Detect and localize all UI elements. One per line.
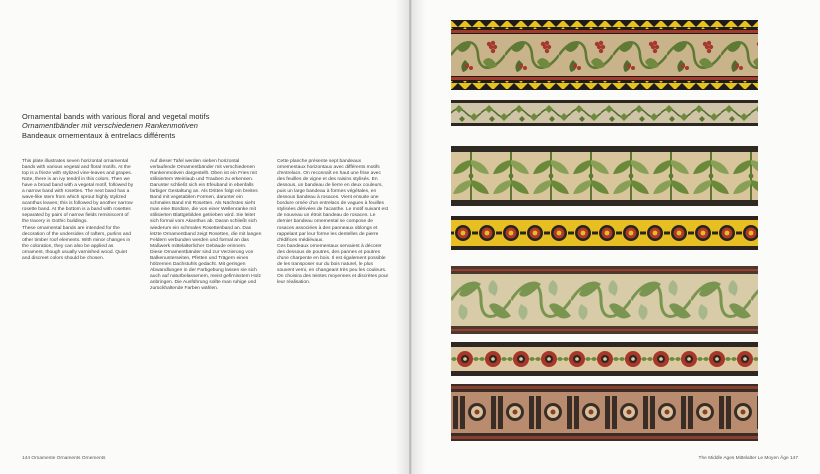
title-german: Ornamentbänder mit verschiedenen Rankenmotiven: [22, 121, 198, 131]
left-page: [0, 0, 409, 474]
title-french: Bandeaux ornementaux à entrelacs différents: [22, 130, 176, 140]
column-french: [277, 159, 389, 286]
title-english: Ornamental bands with various floral and vegetal motifs: [22, 112, 210, 121]
ivy-band: [451, 100, 758, 126]
paragraph-english: This plate illustrates seven horizontal ornamental bands with various vegetal and floral motifs. At the top is a frieze with stylized vine-leaves and grapes. Note, there is an ivy tendril in this colors. Then we have a broad band with a vegetal motif, followed by a narrow band with rosettes. The next band has a wave-like stem from which sprout highly stylized acanthus leaves; this is followed by another narrow rosette band. At the bottom is a band with rosettes separated by pairs of narrow fields reminiscent of the tracery in Gothic buildings. These ornamental bands are intended for the decoration of the undersides of rafters, purlins and other timber roof elements. With minor changes in the coloration, they can also be applied as ornament, though usually varnished wood. Quiet and discreet colors should be chosen.: [22, 159, 134, 261]
rosette-band-yellow: [451, 216, 758, 250]
folio-left: 144 Ornamente Ornaments Ornements: [22, 456, 106, 461]
vine-leaf-grape-frieze: [451, 20, 758, 90]
paragraph-french: Cette planche présente sept bandeaux ornementaux horizontaux avec différents motifs d'entrelacs. On reconnaît en haut une frise avec des feuilles de vigne et des raisins stylisés. En dessous, un bandeau de lierre en deux couleurs, puis un large bandeau à formes végétales, en dessous bandeau à rosaces. Vient ensuite une bordure ornée d'un entrelacs de vagues à feuilles stylisées dérivées de l'acanthe. Le motif suivant est de nouveau un étroit bandeau de rosaces. Le dernier bandeau ornemental se compose de rosaces associées à des panneaux oblongs et rappelant par leur forme les dentelles de pierre d'édifices médiévaux. Ces bandeaux ornementaux servaient à décorer des dessous de poutres, des pannes et poutres d'une charpente en bois. Il est également possible de les transposer sur du bois naturel, le plus souvent verni, en changeant très peu les couleurs. On choisira des teintes moyennes et discrètes pour leur réalisation.: [277, 159, 389, 285]
acanthus-wave-band: [451, 266, 758, 334]
folio-right: The Middle Ages Mittelalter Le Moyen Âge 147: [698, 456, 798, 461]
column-english: [22, 159, 134, 262]
rosette-band-narrow: [451, 342, 758, 376]
column-german: [150, 159, 262, 292]
vegetal-band: [451, 146, 758, 206]
gothic-tracery-band: [451, 384, 758, 441]
ornament-plate: [451, 20, 758, 441]
paragraph-german: Auf dieser Tafel werden sieben horizontal verlaufende Ornamentbänder mit verschiedenen Rankenmotiven dargestellt. Oben ist ein Fries mit stilisiertem Weinlaub und Trauben zu erkennen. Darunter schließt sich ein Efeuband in ebenfalls farbiger Gestaltung an. Als Drittes folgt ein breites Band mit vegetabilen Formen, darunter ein schmales Band mit Rosetten. Als Nächstes sieht man eine Bordüre, die von einer Wellenranke mit stilisierten Blattgebilden getrieben wird. Sie leitet sich formal vom Akanthus ab. Daran schließt sich wiederum ein schmales Rosettenband an. Das letzte Ornamentband zeigt Rosetten, die mit langen Feldern verbunden werden und formal an das Maßwerk mittelalterlicher Gebäude erinnern. Diese Ornamentbänder sind zur Verzierung von Balkenunterseiten, Pfetten und Trägern eines hölzernen Dachstuhls gedacht. Mit geringen Abwandlungen in der Farbgebung lassen sie sich auch auf naturbelassenem, meist gefirnisstem Holz anbringen. Die Ausführung sollte man ruhige und zurückhaltende Farben wählen.: [150, 159, 262, 291]
plate-titles: [22, 112, 382, 140]
